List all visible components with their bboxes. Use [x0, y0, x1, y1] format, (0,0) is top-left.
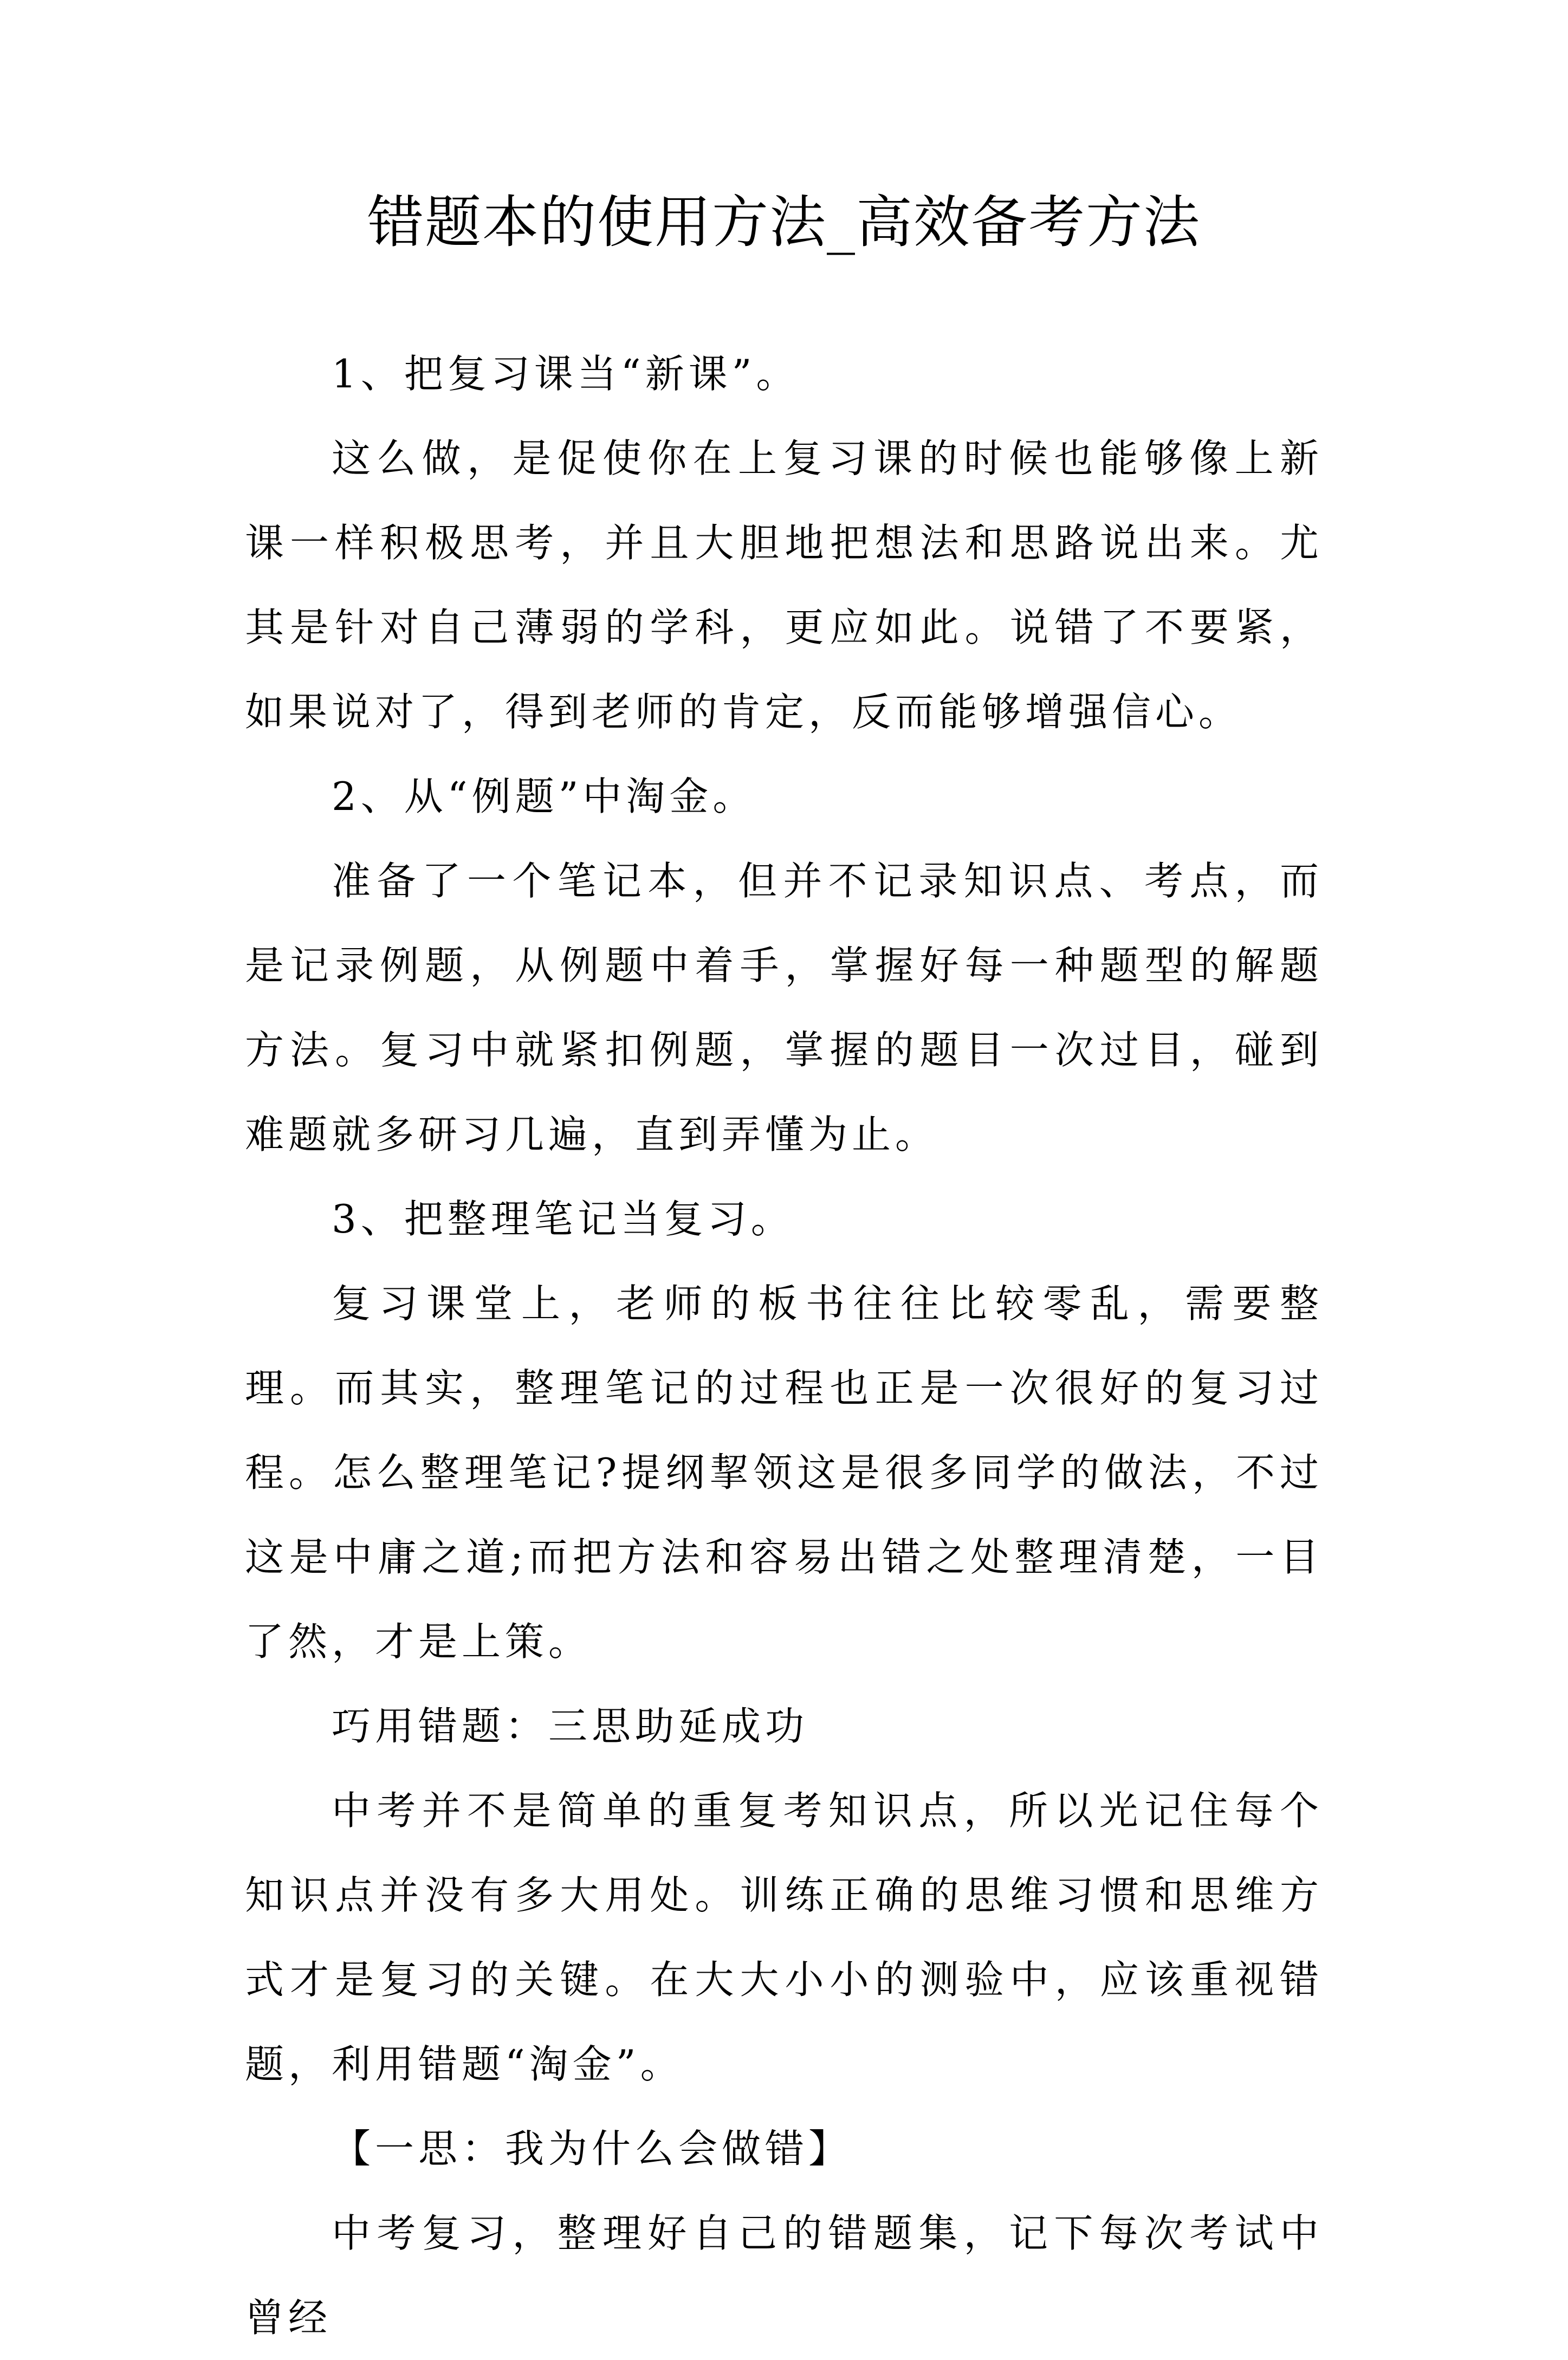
document-body [245, 332, 1323, 2360]
paragraph: 复习课堂上，老师的板书往往比较零乱，需要整理。而其实，整理笔记的过程也正是一次很好的复习过程。怎么整理笔记?提纲挈领这是很多同学的做法，不过这是中庸之道;而把方法和容易出错之处整理清楚，一目了然，才是上策。 [245, 1281, 1323, 1664]
paragraph-heading-1: 1、把复习课当“新课”。 [332, 351, 800, 397]
paragraph: 中考复习，整理好自己的错题集，记下每次考试中曾经 [245, 2210, 1323, 2340]
paragraph: 这么做，是促使你在上复习课的时候也能够像上新课一样积极思考，并且大胆地把想法和思路说出来。尤其是针对自己薄弱的学科，更应如此。说错了不要紧，如果说对了，得到老师的肯定，反而能够增强信心。 [245, 436, 1323, 735]
section-heading: 巧用错题：三思助延成功 [332, 1703, 809, 1749]
paragraph: 中考并不是简单的重复考知识点，所以光记住每个知识点并没有多大用处。训练正确的思维习惯和思维方式才是复习的关键。在大大小小的测验中，应该重视错题，利用错题“淘金”。 [245, 1788, 1323, 2087]
document-title: 错题本的使用方法_高效备考方法 [367, 189, 1201, 255]
subsection-heading: 【一思：我为什么会做错】 [332, 2126, 852, 2171]
paragraph-heading-3: 3、把整理笔记当复习。 [332, 1196, 794, 1242]
paragraph-heading-2: 2、从“例题”中淘金。 [332, 774, 756, 819]
paragraph: 准备了一个笔记本，但并不记录知识点、考点，而是记录例题，从例题中着手，掌握好每一种题型的解题方法。复习中就紧扣例题，掌握的题目一次过目，碰到难题就多研习几遍，直到弄懂为止。 [245, 858, 1323, 1157]
